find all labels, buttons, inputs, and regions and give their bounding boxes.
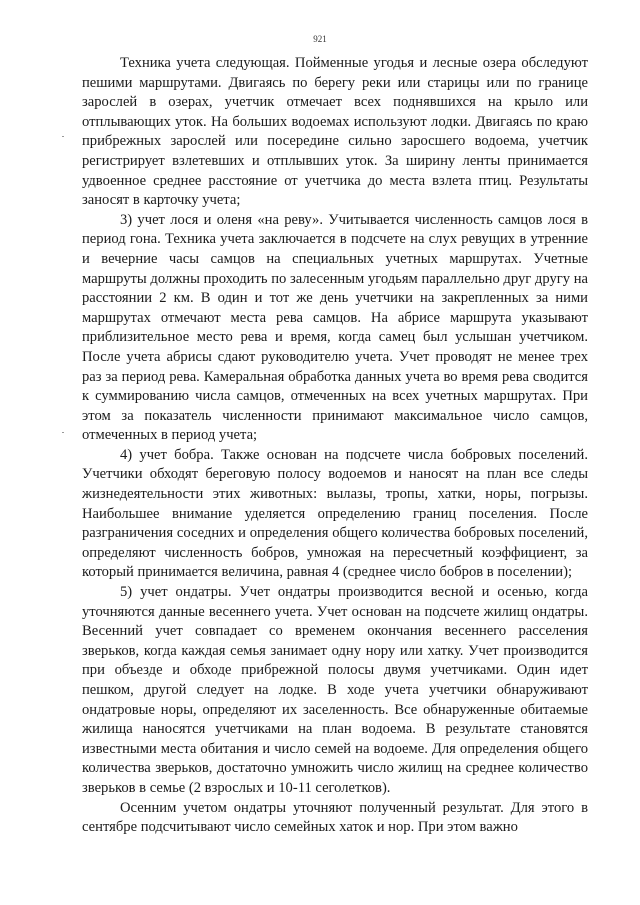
scan-mark: [62, 432, 64, 433]
document-body: [82, 54, 588, 838]
page-number: 921: [313, 34, 327, 44]
paragraph-moose-census: 3) учет лося и оленя «на реву». Учитывается численность самцов лося в период гона. Техника учета заключается в подсчете на слух ревущих в утренние и вечерние часы самцов на специальных учетных маршрутах. Учетные маршруты должны проходить по залесенным угодьям параллельно друг другу на расстоянии 2 км. В один и тот же день учетчики на закрепленных за ними маршрутах отмечают места рева самцов. На абрисе маршрута указывают приблизительное место рева и время, когда самец был услышан учетчиком. После учета абрисы сдают руководителю учета. Учет проводят не менее трех раз за период рева. Камеральная обработка данных учета во время рева сводится к суммированию числа самцов, отмеченных на всех учетных маршрутах. При этом за показатель численности принимают максимальное число самцов, отмеченных в период учета;: [82, 211, 588, 444]
paragraph-autumn-muskrat-census: Осенним учетом ондатры уточняют полученный результат. Для этого в сентябре подсчитывают число семейных хаток и нор. При этом важно: [82, 799, 588, 836]
paragraph-muskrat-census: 5) учет ондатры. Учет ондатры производится весной и осенью, когда уточняются данные весеннего учета. Учет основан на подсчете жилищ ондатры. Весенний учет совпадает со временем окончания весеннего расселения зверьков, когда каждая семья занимает одну нору или хатку. Учет производится при объезде и обходе прибрежной полосы двумя учетчиками. Один идет пешком, другой следует на лодке. В ходе учета учетчики обнаруживают ондатровые норы, определяют их заселенность. Все обнаруженные обитаемые жилища наносятся учетчиками на план водоема. В результате становятся известными места обитания и число семей на водоеме. Для определения общего количества зверьков, достаточно умножить число жилищ на среднее количество зверьков в семье (2 взрослых и 10-11 сеголетков).: [82, 584, 588, 796]
paragraph-beaver-census: 4) учет бобра. Также основан на подсчете числа бобровых поселений. Учетчики обходят береговую полосу водоемов и наносят на план все следы жизнедеятельности этих животных: вылазы, тропы, хатки, норы, погрызы. Наибольшее внимание уделяется определению границ поселения. После разграничения соседних и определения общего количества бобровых поселений, определяют численность бобров, умножая на пересчетный коэффициент, за который принимается величина, равная 4 (среднее число бобров в поселении);: [82, 446, 588, 581]
paragraph-duck-census: Техника учета следующая. Пойменные угодья и лесные озера обследуют пешими маршрутами. Двигаясь по берегу реки или старицы или по границе зарослей в озерах, учетчик отмечает всех поднявшихся на крыло или отплывающих уток. На больших водоемах используют лодки. Двигаясь по краю прибрежных зарослей или посередине сильно заросшего водоема, учетчик регистрирует взлетевших и отплывших уток. За ширину ленты принимается удвоенное среднее расстояние от учетчика до места взлета птиц. Результаты заносят в карточку учета;: [82, 55, 588, 209]
scan-mark: [62, 136, 64, 137]
